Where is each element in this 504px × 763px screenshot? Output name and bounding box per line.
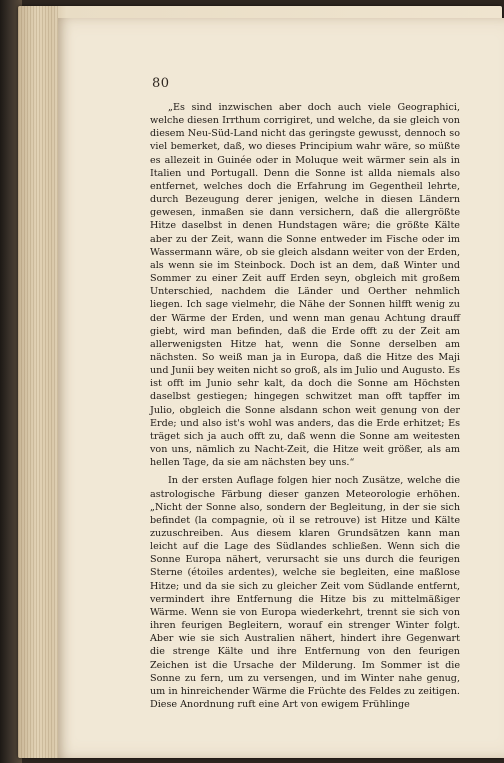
paragraph-commentary: In der ersten Auflage folgen hier noch Zusätze, welche die astrologische Färbung dieser ganzen Meteorologie erhöhen. „Nicht der Sonne also, sondern der Begleitung, in der sie sich befindet (la compagnie, où il se retrouve) ist Hitze und Kälte zuzuschreiben. Aus diesem klaren Grundsätzen kann man leicht auf die Lage des Südlandes schließen. Wenn sich die Sonne Europa nähert, verursacht sie uns durch die feurigen Sterne (étoiles ardentes), welche sie begleiten, eine maßlose Hitze; und da sie sich zu gleicher Zeit vom Südlande entfernt, vermindert ihre Entfernung die Hitze bis zu mittelmäßiger Wärme. Wenn sie von Europa wiederkehrt, trennt sie sich von ihren feurigen Begleitern, worauf ein strenger Winter folgt. Aber wie sie sich Australien nähert, hindert ihre Gegenwart die strenge Kälte und ihre Entfernung von den feurigen Zeichen ist die Ursache der Milderung. Im Sommer ist die Sonne zu fern, um zu versengen, und im Winter nahe genug, um in hinreichender Wärme die Früchte des Feldes zu zeitigen. Diese Anordnung ruft eine Art von ewigem Frühlinge	[150, 475, 460, 711]
page-number: 80	[152, 76, 170, 91]
page-body-text	[150, 101, 460, 711]
paragraph-quote: „Es sind inzwischen aber doch auch viele Geographici, welche diesen Irrthum corrigiret, und welche, da sie gleich von diesem Neu-Süd-Land nicht das geringste gewusst, dennoch so viel bemerket, daß, wo dieses Principium wahr wäre, so müßte es allezeit in Guinée oder in Moluque weit wärmer sein als in Italien und Portugall. Denn die Sonne ist allda niemals also entfernet, welches doch die Erfahrung im Gegentheil lehrte, durch Bezeugung derer jenigen, welche in diesen Ländern gewesen, inmaßen sie dann versichern, daß die allergrößte Hitze daselbst in denen Hundstagen wäre; die größte Kälte aber zu der Zeit, wann die Sonne entweder im Fische oder im Wassermann wäre, ob sie gleich alsdann weiter von der Erden, als wenn sie im Steinbock. Doch ist an dem, daß Winter und Sommer zu einer Zeit auff Erden seyn, obgleich mit großem Unterschied, nachdem die Länder und Oerther nehmlich liegen. Ich sage vielmehr, die Nähe der Sonnen hilfft wenig zu der Wärme der Erden, und wenn man genau Achtung drauff giebt, wird man befinden, daß die Erde offt zu der Zeit am allerwenigsten Hitze hat, wenn die Sonne derselben am nächsten. So weiß man ja in Europa, daß die Hitze des Maji und Junii bey weiten nicht so groß, als im Julio und Augusto. Es ist offt im Junio sehr kalt, da doch die Sonne am Höchsten daselbst gestiegen; hingegen schwitzet man offt tapffer im Julio, obgleich die Sonne alsdann schon weit genung von der Erde; und also ist's wohl was anders, das die Erde erhitzet; Es träget sich ja auch offt zu, daß wenn die Sonne am weitesten von uns, nämlich zu Nacht-Zeit, die Hitze weit größer, als am hellen Tage, da sie am nächsten bey uns.“	[150, 102, 460, 469]
